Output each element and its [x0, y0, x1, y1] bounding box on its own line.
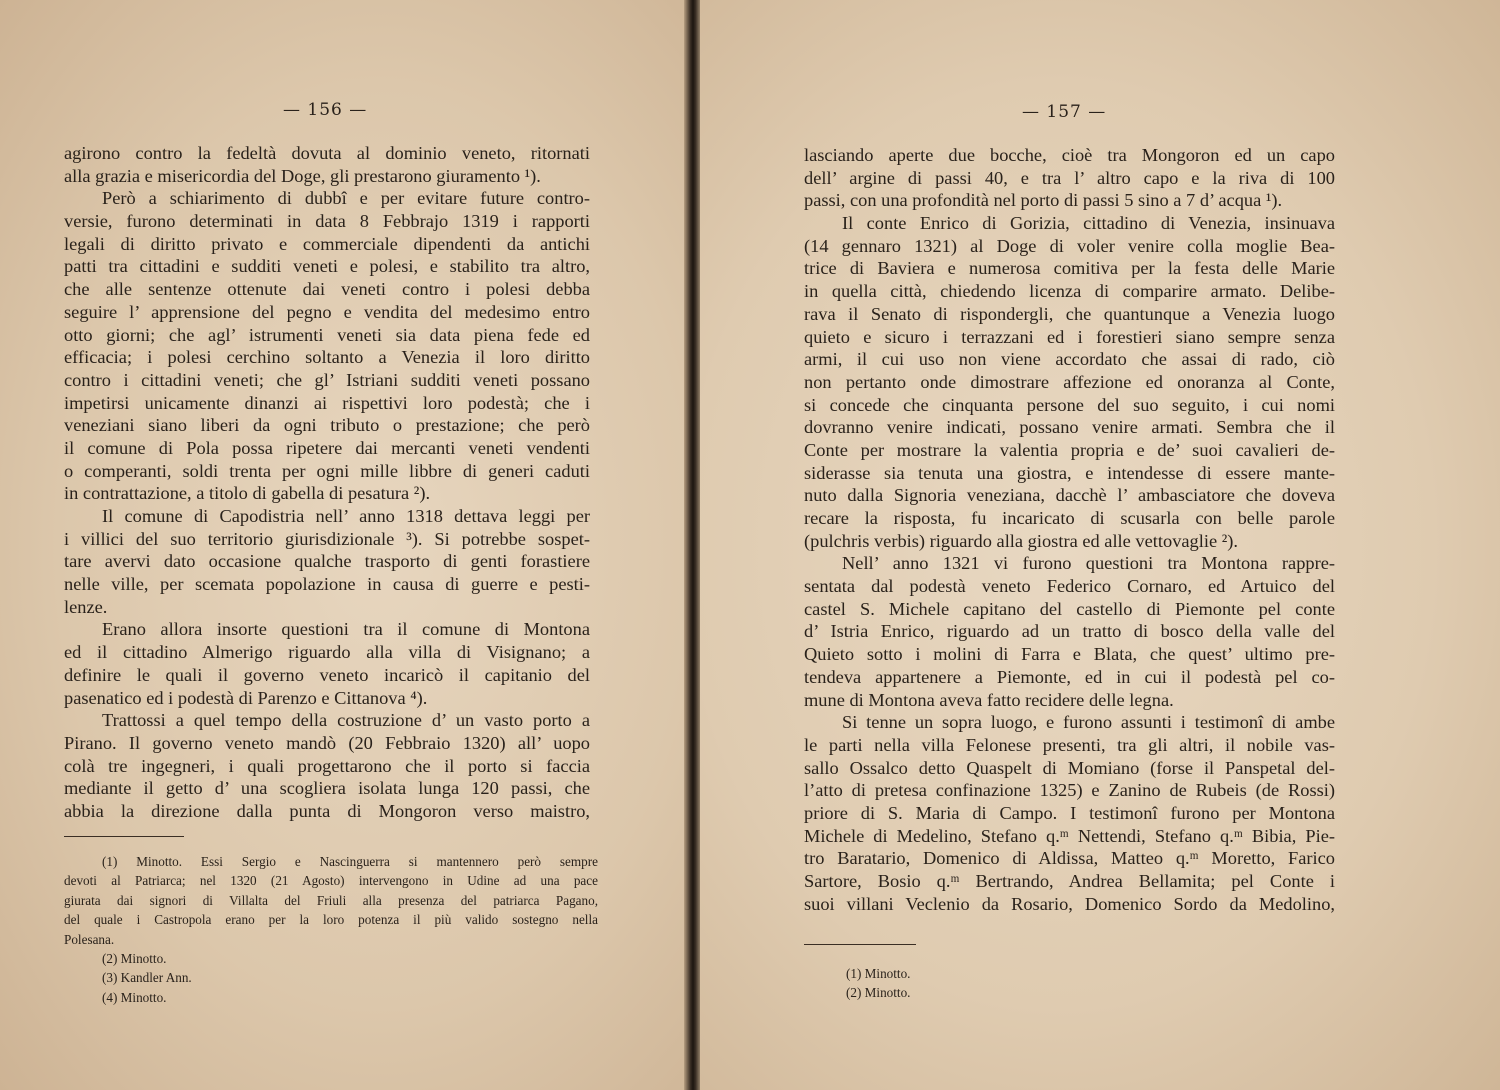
text-line: sallo Ossalco detto Quaspelt di Momiano (forse il Panspetal del- — [804, 757, 1335, 778]
left-page-text — [64, 142, 590, 823]
text-line: Michele di Medelino, Stefano q.ᵐ Nettendi, Stefano q.ᵐ Bibia, Pie- — [804, 825, 1335, 846]
text-line: in contrattazione, a titolo di gabella di pesatura ²). — [64, 483, 431, 504]
page-number: — 157 — — [1022, 102, 1107, 122]
text-line: mune di Montona aveva fatto recidere delle legna. — [804, 689, 1174, 710]
text-line: quieto e sicuro i terrazzani ed i forestieri siano sempre senza — [804, 326, 1335, 347]
footnote-line: (2) Minotto. — [102, 950, 167, 966]
footnote-line: (2) Minotto. — [846, 985, 911, 1001]
text-line: o comperanti, soldi trenta per ogni mille libbre di generi caduti — [64, 460, 590, 481]
text-line: Però a schiarimento di dubbî e per evitare future contro- — [102, 188, 590, 209]
left-page — [0, 0, 688, 1090]
text-line: l’atto di pretesa confinazione 1325) e Zanino de Rubeis (de Rossi) — [804, 780, 1335, 801]
text-line: agirono contro la fedeltà dovuta al dominio veneto, ritornati — [64, 143, 590, 163]
text-line: i villici del suo territorio giurisdizionale ³). Si potrebbe sospet- — [64, 528, 590, 549]
text-line: alla grazia e misericordia del Doge, gli prestarono giuramento ¹). — [64, 165, 541, 186]
text-line: nuto dalla Signoria veneziana, dacchè l’ ambasciatore che doveva — [804, 485, 1335, 506]
text-line: Quieto sotto i molini di Farra e Blata, che quest’ ultimo pre- — [804, 644, 1335, 665]
footnote-line: (1) Minotto. Essi Sergio e Nascinguerra si mantennero però sempre — [102, 854, 598, 869]
text-line: le parti nella villa Felonese presenti, tra gli altri, il nobile vas- — [804, 734, 1335, 755]
text-line: Sartore, Bosio q.ᵐ Bertrando, Andrea Bellamita; pel Conte i — [804, 871, 1335, 891]
text-line: colà tre ingegneri, i quali progettarono che il porto si faccia — [64, 755, 590, 776]
text-line: armi, il cui uso non viene accordato che assai di rado, ciò — [804, 349, 1335, 370]
text-line: recare la risposta, fu incaricato di scusarla con belle parole — [804, 508, 1335, 528]
text-line: siderasse sia tenuta una giostra, e intendesse di essere mante- — [804, 462, 1335, 483]
text-line: seguire l’ apprensione del pegno e vendita del medesimo entro — [64, 301, 590, 322]
text-line: tare avervi dato occasione qualche trasporto di genti forastiere — [64, 551, 590, 572]
text-line: pasenatico ed i podestà di Parenzo e Cittanova ⁴). — [64, 687, 428, 708]
right-page-text — [804, 144, 1335, 915]
text-line: trice di Baviera e numerosa comitiva per la festa delle Marie — [804, 258, 1335, 279]
footnote-line: devoti al Patriarca; nel 1320 (21 Agosto) intervengono in Udine ad una pace — [64, 873, 598, 889]
text-line: si concede che cinquanta persone del suo seguito, i cui nomi — [804, 394, 1335, 415]
text-line: d’ Istria Enrico, riguardo ad un tratto di bosco della valle del — [804, 621, 1335, 642]
text-line: efficacia; i polesi cerchino soltanto a Venezia il loro diritto — [64, 347, 590, 368]
text-line: passi, con una profondità nel porto di passi 5 sino a 7 d’ acqua ¹). — [804, 190, 1283, 211]
text-line: definire le quali il governo veneto incaricò il capitanio del — [64, 664, 590, 685]
text-line: che alle sentenze ottenute dai veneti contro i polesi debba — [64, 279, 590, 300]
text-line: rava il Senato di rispondergli, che quantunque a Venezia luogo — [804, 303, 1335, 324]
text-line: Si tenne un sopra luogo, e furono assunti i testimonî di ambe — [842, 712, 1335, 733]
text-line: dell’ argine di passi 40, e tra l’ altro capo e la riva di 100 — [804, 167, 1335, 188]
text-line: non pertanto onde dimostrare affezione ed onoranza al Conte, — [804, 371, 1335, 392]
text-line: tendeva appartenere a Piemonte, ed in cui il podestà pel co- — [804, 666, 1335, 687]
text-line: suoi villani Veclenio da Rosario, Domenico Sordo da Medolino, — [804, 893, 1335, 914]
text-line: (pulchris verbis) riguardo alla giostra ed alle vettovaglie ²). — [804, 530, 1238, 551]
text-line: patti tra cittadini e sudditi veneti e polesi, e stabilito tra altro, — [64, 256, 590, 277]
text-line: versie, furono determinati in data 8 Febbrajo 1319 i rapporti — [64, 211, 590, 232]
text-line: ed il cittadino Almerigo riguardo alla villa di Visignano; a — [64, 642, 590, 663]
footnote-line: (3) Kandler Ann. — [102, 970, 192, 986]
text-line: veneziani siano liberi da ogni tributo o prestazione; che però — [64, 415, 590, 436]
text-line: legali di diritto privato e commerciale dipendenti da antichi — [64, 233, 590, 254]
text-line: tro Baratario, Domenico di Aldissa, Matteo q.ᵐ Moretto, Farico — [804, 848, 1335, 869]
footnote-line: (1) Minotto. — [846, 966, 911, 981]
right-page — [700, 0, 1500, 1090]
text-line: Pirano. Il governo veneto mandò (20 Febbraio 1320) all’ uopo — [64, 732, 590, 753]
text-line: otto giorni; che agl’ istrumenti veneti sia data piena fede ed — [64, 324, 590, 345]
right-footnotes — [846, 964, 1146, 1003]
text-line: Trattossi a quel tempo della costruzione d’ un vasto porto a — [102, 710, 590, 731]
text-line: Conte per mostrare la valentia propria e de’ suoi cavalieri de- — [804, 439, 1335, 460]
text-line: abbia la direzione dalla punta di Mongoron verso maistro, — [64, 800, 590, 821]
page-number: — 156 — — [283, 100, 368, 120]
footnote-line: giurata dai signori di Villalta del Friuli alla presenza del patriarca Pagano, — [64, 892, 598, 908]
text-line: priore di S. Maria di Campo. I testimonî furono per Montona — [804, 802, 1335, 823]
text-line: dovranno venire indicati, possano venire armati. Sembra che il — [804, 417, 1335, 438]
footnote-line: Polesana. — [64, 931, 115, 947]
text-line: impetirsi unicamente dinanzi ai rispettivi loro podestà; che i — [64, 392, 590, 413]
text-line: nelle ville, per scemata popolazione in causa di guerre e pesti- — [64, 574, 590, 595]
footnote-line: (4) Minotto. — [102, 989, 167, 1005]
text-line: Erano allora insorte questioni tra il comune di Montona — [102, 619, 590, 640]
text-line: lenze. — [64, 596, 108, 617]
text-line: contro i cittadini veneti; che gl’ Istriani sudditi veneti possano — [64, 369, 590, 390]
footnote-line: del quale i Castropola erano per la loro potenza il più valido sostegno nella — [64, 912, 598, 928]
text-line: lasciando aperte due bocche, cioè tra Mongoron ed un capo — [804, 145, 1335, 165]
text-line: Il comune di Capodistria nell’ anno 1318 dettava leggi per — [102, 506, 590, 526]
text-line: Nell’ anno 1321 vi furono questioni tra Montona rappre- — [842, 553, 1335, 574]
footnote-rule — [804, 944, 916, 945]
footnote-rule — [64, 836, 184, 837]
text-line: castel S. Michele capitano del castello di Piemonte pel conte — [804, 598, 1335, 619]
text-line: (14 gennaro 1321) al Doge di voler venire colla moglie Bea- — [804, 235, 1335, 256]
text-line: il comune di Pola possa ripetere dai mercanti veneti vendenti — [64, 437, 590, 458]
left-footnotes — [64, 852, 598, 1007]
text-line: Il conte Enrico di Gorizia, cittadino di Venezia, insinuava — [842, 213, 1335, 234]
text-line: mediante il getto d’ una scogliera isolata lunga 120 passi, che — [64, 778, 590, 799]
text-line: sentata dal podestà veneto Federico Cornaro, ed Artuico del — [804, 576, 1335, 597]
text-line: in quella città, chiedendo licenza di comparire armato. Delibe- — [804, 281, 1335, 302]
